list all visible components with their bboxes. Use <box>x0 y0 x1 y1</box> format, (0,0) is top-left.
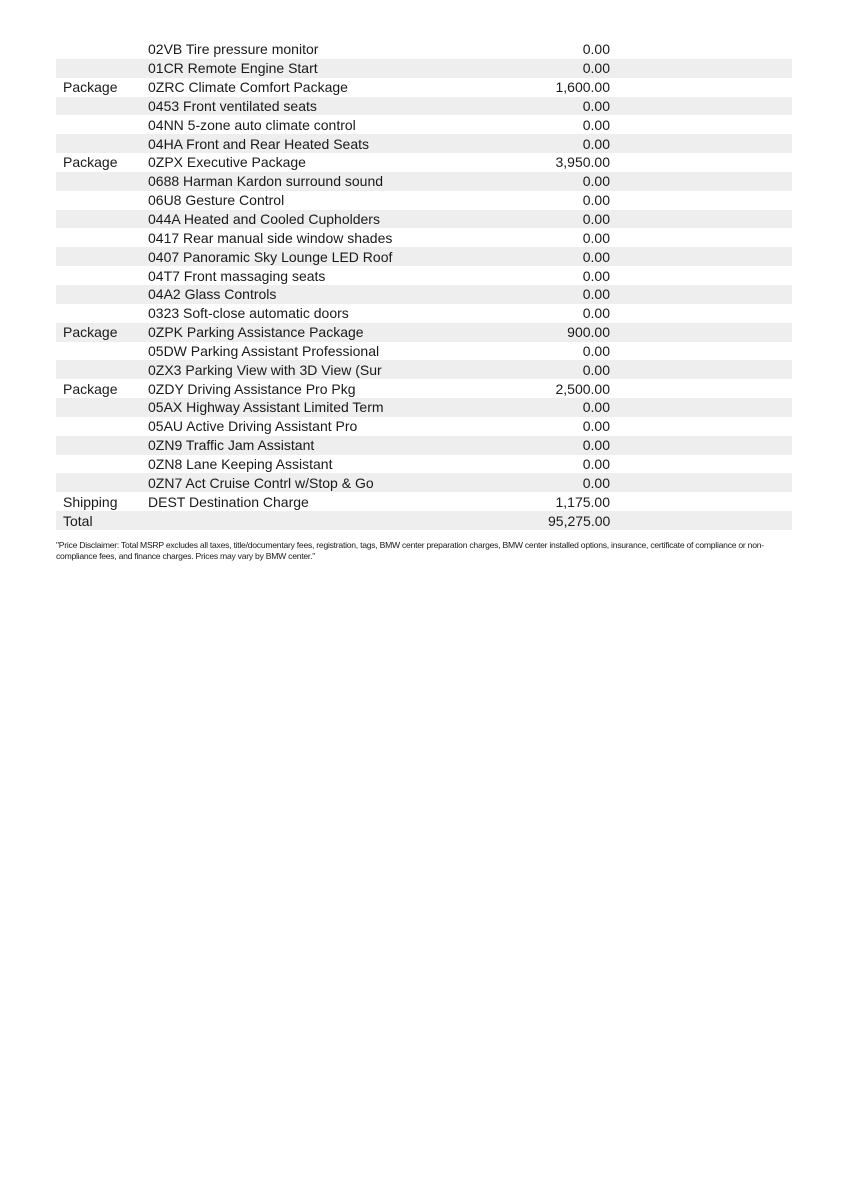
row-price: 0.00 <box>582 116 610 133</box>
row-description: 0323 Soft-close automatic doors <box>148 305 349 322</box>
row-category <box>56 247 148 266</box>
row-price: 0.00 <box>548 360 610 379</box>
row-description: DEST Destination Charge <box>148 493 309 510</box>
table-row <box>56 511 792 530</box>
table-row <box>56 59 792 78</box>
row-description: 0688 Harman Kardon surround sound <box>148 172 548 191</box>
row-category <box>56 398 148 417</box>
row-spacer <box>610 266 792 285</box>
table-row <box>56 304 792 323</box>
table-row <box>56 379 792 398</box>
row-price: 3,950.00 <box>555 154 610 171</box>
row-description: 04NN 5-zone auto climate control <box>148 116 356 133</box>
row-spacer <box>610 210 792 229</box>
row-spacer <box>610 40 792 59</box>
table-row <box>56 492 792 511</box>
row-category <box>56 97 148 116</box>
row-price: 0.00 <box>582 192 610 209</box>
row-spacer <box>610 115 792 134</box>
table-row <box>56 115 792 134</box>
row-price: 0.00 <box>548 436 610 455</box>
row-description: 0ZN7 Act Cruise Contrl w/Stop & Go <box>148 473 548 492</box>
row-category <box>56 285 148 304</box>
table-row <box>56 360 792 379</box>
row-description: 0ZN8 Lane Keeping Assistant <box>148 455 333 472</box>
table-row <box>56 153 792 172</box>
row-description: 06U8 Gesture Control <box>148 192 285 209</box>
row-description: 0407 Panoramic Sky Lounge LED Roof <box>148 247 548 266</box>
row-price: 0.00 <box>548 247 610 266</box>
row-category <box>56 134 148 153</box>
table-row <box>56 134 792 153</box>
row-description: 0ZPX Executive Package <box>148 154 306 171</box>
table-row <box>56 191 792 210</box>
row-price: 900.00 <box>548 323 610 342</box>
options-price-table <box>56 40 792 530</box>
row-category: Package <box>63 154 118 171</box>
row-spacer <box>610 247 792 266</box>
row-category: Package <box>56 323 148 342</box>
row-spacer <box>610 153 792 172</box>
row-category <box>56 360 148 379</box>
row-spacer <box>610 360 792 379</box>
row-description: 0453 Front ventilated seats <box>148 97 548 116</box>
row-category: Package <box>63 380 118 397</box>
table-row <box>56 285 792 304</box>
row-category <box>56 40 148 59</box>
row-price: 95,275.00 <box>548 512 610 529</box>
row-spacer <box>610 323 792 342</box>
row-spacer <box>610 436 792 455</box>
row-description: 04T7 Front massaging seats <box>148 267 326 284</box>
row-price: 0.00 <box>582 418 610 435</box>
row-category: Shipping <box>63 493 118 510</box>
row-spacer <box>610 59 792 78</box>
row-price: 0.00 <box>548 398 610 417</box>
row-price: 0.00 <box>548 134 610 153</box>
row-spacer <box>610 228 792 247</box>
row-category <box>56 342 148 361</box>
row-price: 0.00 <box>582 455 610 472</box>
table-row <box>56 172 792 191</box>
row-category <box>56 210 148 229</box>
row-description <box>148 511 548 530</box>
table-row <box>56 342 792 361</box>
row-price: 0.00 <box>582 267 610 284</box>
row-category <box>56 455 148 474</box>
row-price: 0.00 <box>582 229 610 246</box>
table-row <box>56 78 792 97</box>
row-price: 1,175.00 <box>555 493 610 510</box>
row-description: 0ZRC Climate Comfort Package <box>148 79 348 96</box>
row-description: 05AX Highway Assistant Limited Term <box>148 398 548 417</box>
row-category: Total <box>56 511 148 530</box>
row-description: 05AU Active Driving Assistant Pro <box>148 418 358 435</box>
row-category <box>56 436 148 455</box>
table-row <box>56 455 792 474</box>
table-row <box>56 323 792 342</box>
row-spacer <box>610 172 792 191</box>
row-spacer <box>610 78 792 97</box>
table-row <box>56 247 792 266</box>
price-table-body <box>56 40 792 530</box>
row-description: 0ZDY Driving Assistance Pro Pkg <box>148 380 356 397</box>
row-category: Package <box>63 79 118 96</box>
row-description: 05DW Parking Assistant Professional <box>148 342 380 359</box>
row-price: 0.00 <box>548 210 610 229</box>
row-category <box>56 172 148 191</box>
row-spacer <box>610 492 792 511</box>
row-spacer <box>610 417 792 436</box>
table-row <box>56 417 792 436</box>
row-price: 0.00 <box>548 473 610 492</box>
table-row <box>56 266 792 285</box>
table-row <box>56 40 792 59</box>
row-spacer <box>610 304 792 323</box>
row-category <box>56 228 148 247</box>
row-description: 04HA Front and Rear Heated Seats <box>148 134 548 153</box>
table-row <box>56 210 792 229</box>
row-category <box>56 191 148 210</box>
row-category <box>56 417 148 436</box>
row-description: 01CR Remote Engine Start <box>148 59 548 78</box>
table-row <box>56 398 792 417</box>
table-row <box>56 473 792 492</box>
row-category <box>56 59 148 78</box>
row-spacer <box>610 97 792 116</box>
row-spacer <box>610 511 792 530</box>
row-category <box>56 473 148 492</box>
row-spacer <box>610 342 792 361</box>
price-disclaimer: "Price Disclaimer: Total MSRP excludes all taxes, title/documentary fees, registration, tags, BMW center preparation charges, BMW center installed options, insurance, certificate of compliance or non-compliance fees, and finance charges. Prices may vary by BMW center." <box>56 540 764 561</box>
row-price: 0.00 <box>582 342 610 359</box>
row-spacer <box>610 191 792 210</box>
table-row <box>56 436 792 455</box>
row-description: 02VB Tire pressure monitor <box>148 41 319 58</box>
row-spacer <box>610 379 792 398</box>
row-spacer <box>610 134 792 153</box>
row-category <box>56 115 148 134</box>
row-price: 0.00 <box>582 305 610 322</box>
row-price: 0.00 <box>548 285 610 304</box>
row-description: 0417 Rear manual side window shades <box>148 229 393 246</box>
table-row <box>56 228 792 247</box>
row-spacer <box>610 455 792 474</box>
row-description: 04A2 Glass Controls <box>148 285 548 304</box>
row-price: 1,600.00 <box>555 79 610 96</box>
row-category <box>56 266 148 285</box>
row-price: 0.00 <box>548 97 610 116</box>
row-spacer <box>610 285 792 304</box>
table-row <box>56 97 792 116</box>
row-description: 0ZPK Parking Assistance Package <box>148 323 548 342</box>
row-price: 0.00 <box>548 59 610 78</box>
row-price: 0.00 <box>548 172 610 191</box>
row-price: 2,500.00 <box>555 380 610 397</box>
row-description: 044A Heated and Cooled Cupholders <box>148 210 548 229</box>
row-price: 0.00 <box>582 41 610 58</box>
row-spacer <box>610 398 792 417</box>
row-spacer <box>610 473 792 492</box>
row-category <box>56 304 148 323</box>
row-description: 0ZN9 Traffic Jam Assistant <box>148 436 548 455</box>
row-description: 0ZX3 Parking View with 3D View (Sur <box>148 360 548 379</box>
